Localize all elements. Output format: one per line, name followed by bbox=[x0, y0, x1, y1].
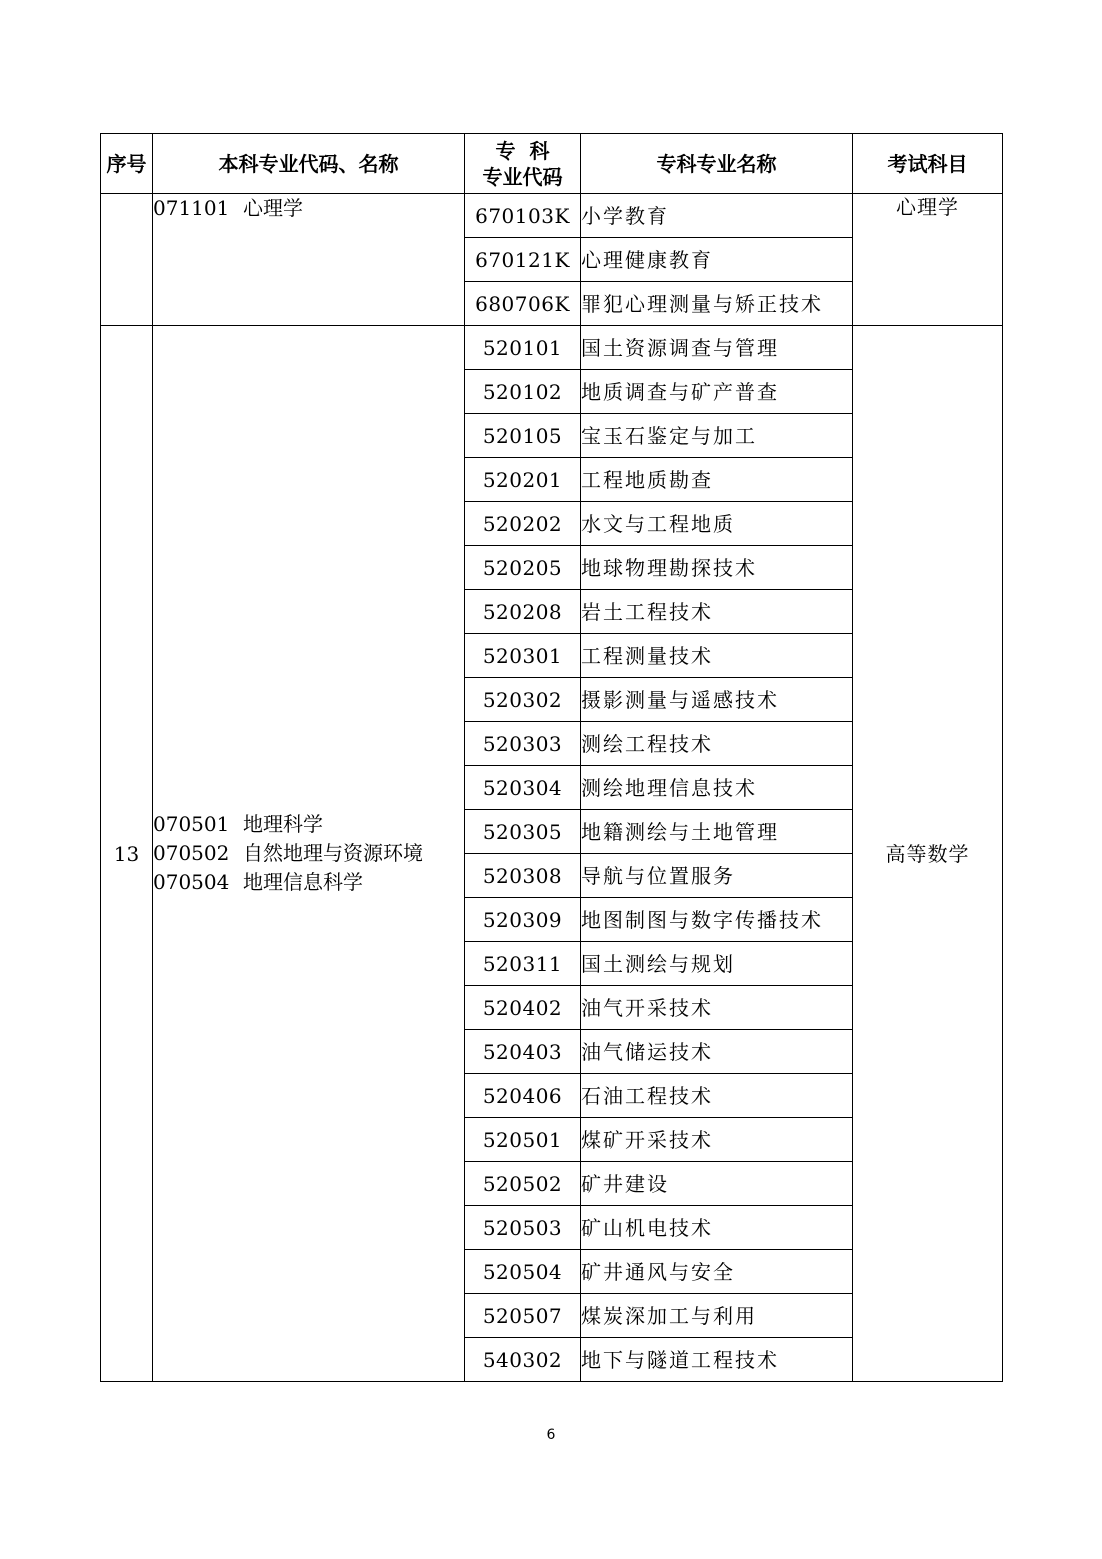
specialty-name: 水文与工程地质 bbox=[581, 502, 853, 546]
undergrad-major-item bbox=[153, 194, 464, 223]
specialty-code: 520303 bbox=[465, 722, 581, 766]
specialty-code: 520402 bbox=[465, 986, 581, 1030]
header-code-line1: 专 科 bbox=[495, 138, 550, 163]
specialty-name: 地下与隧道工程技术 bbox=[581, 1338, 853, 1382]
specialty-name: 地籍测绘与土地管理 bbox=[581, 810, 853, 854]
specialty-name: 矿井通风与安全 bbox=[581, 1250, 853, 1294]
seq-cell bbox=[101, 194, 153, 326]
undergrad-major-item bbox=[153, 839, 464, 868]
undergrad-major-code: 070501 bbox=[153, 812, 230, 836]
specialty-name: 矿井建设 bbox=[581, 1162, 853, 1206]
specialty-name: 地图制图与数字传播技术 bbox=[581, 898, 853, 942]
specialty-name: 导航与位置服务 bbox=[581, 854, 853, 898]
specialty-code: 520202 bbox=[465, 502, 581, 546]
specialty-name: 国土资源调查与管理 bbox=[581, 326, 853, 370]
specialty-code: 520501 bbox=[465, 1118, 581, 1162]
specialty-name: 岩土工程技术 bbox=[581, 590, 853, 634]
undergrad-major-name: 心理学 bbox=[243, 196, 303, 220]
table-row bbox=[101, 194, 1003, 238]
exam-subject: 高等数学 bbox=[853, 326, 1003, 1382]
specialty-name: 工程地质勘查 bbox=[581, 458, 853, 502]
exam-subject: 心理学 bbox=[853, 194, 1003, 326]
specialty-code: 520406 bbox=[465, 1074, 581, 1118]
specialty-code: 520309 bbox=[465, 898, 581, 942]
specialty-code: 670121K bbox=[465, 238, 581, 282]
specialty-code: 520304 bbox=[465, 766, 581, 810]
specialty-name: 油气开采技术 bbox=[581, 986, 853, 1030]
specialty-code: 520105 bbox=[465, 414, 581, 458]
specialty-code: 520311 bbox=[465, 942, 581, 986]
undergrad-major-item bbox=[153, 810, 464, 839]
header-subject: 考试科目 bbox=[853, 134, 1003, 194]
specialty-code: 680706K bbox=[465, 282, 581, 326]
specialty-name: 油气储运技术 bbox=[581, 1030, 853, 1074]
specialty-code: 520201 bbox=[465, 458, 581, 502]
header-row bbox=[101, 134, 1003, 194]
specialty-code: 520208 bbox=[465, 590, 581, 634]
header-code bbox=[465, 134, 581, 194]
undergrad-major-code: 071101 bbox=[153, 196, 230, 220]
specialty-name: 测绘地理信息技术 bbox=[581, 766, 853, 810]
specialty-code: 520305 bbox=[465, 810, 581, 854]
specialty-name: 摄影测量与遥感技术 bbox=[581, 678, 853, 722]
undergrad-major-item bbox=[153, 868, 464, 897]
specialty-code: 540302 bbox=[465, 1338, 581, 1382]
specialty-name: 煤矿开采技术 bbox=[581, 1118, 853, 1162]
page-number: 6 bbox=[546, 1427, 556, 1443]
specialty-code: 520403 bbox=[465, 1030, 581, 1074]
specialty-code: 520503 bbox=[465, 1206, 581, 1250]
specialty-name: 测绘工程技术 bbox=[581, 722, 853, 766]
specialty-name: 宝玉石鉴定与加工 bbox=[581, 414, 853, 458]
specialty-code: 520308 bbox=[465, 854, 581, 898]
specialty-code: 520504 bbox=[465, 1250, 581, 1294]
undergrad-major-name: 地理科学 bbox=[243, 812, 323, 836]
header-major: 本科专业代码、名称 bbox=[153, 134, 465, 194]
specialty-name: 矿山机电技术 bbox=[581, 1206, 853, 1250]
majors-table bbox=[100, 133, 1003, 1382]
specialty-name: 罪犯心理测量与矫正技术 bbox=[581, 282, 853, 326]
specialty-code: 520507 bbox=[465, 1294, 581, 1338]
specialty-name: 地质调查与矿产普查 bbox=[581, 370, 853, 414]
specialty-name: 小学教育 bbox=[581, 194, 853, 238]
undergrad-major-cell bbox=[153, 326, 465, 1382]
specialty-name: 石油工程技术 bbox=[581, 1074, 853, 1118]
specialty-name: 国土测绘与规划 bbox=[581, 942, 853, 986]
undergrad-major-code: 070504 bbox=[153, 870, 230, 894]
header-code-line2: 专业代码 bbox=[482, 164, 563, 189]
specialty-code: 520301 bbox=[465, 634, 581, 678]
specialty-name: 煤炭深加工与利用 bbox=[581, 1294, 853, 1338]
specialty-code: 520102 bbox=[465, 370, 581, 414]
specialty-name: 心理健康教育 bbox=[581, 238, 853, 282]
specialty-code: 520205 bbox=[465, 546, 581, 590]
seq-cell: 13 bbox=[101, 326, 153, 1382]
specialty-name: 工程测量技术 bbox=[581, 634, 853, 678]
undergrad-major-code: 070502 bbox=[153, 841, 230, 865]
specialty-name: 地球物理勘探技术 bbox=[581, 546, 853, 590]
specialty-code: 520302 bbox=[465, 678, 581, 722]
specialty-code: 520502 bbox=[465, 1162, 581, 1206]
undergrad-major-cell bbox=[153, 194, 465, 326]
specialty-code: 520101 bbox=[465, 326, 581, 370]
table-row bbox=[101, 326, 1003, 370]
undergrad-major-name: 地理信息科学 bbox=[243, 870, 363, 894]
undergrad-major-name: 自然地理与资源环境 bbox=[243, 841, 423, 865]
header-seq: 序号 bbox=[101, 134, 153, 194]
specialty-code: 670103K bbox=[465, 194, 581, 238]
header-name: 专科专业名称 bbox=[581, 134, 853, 194]
